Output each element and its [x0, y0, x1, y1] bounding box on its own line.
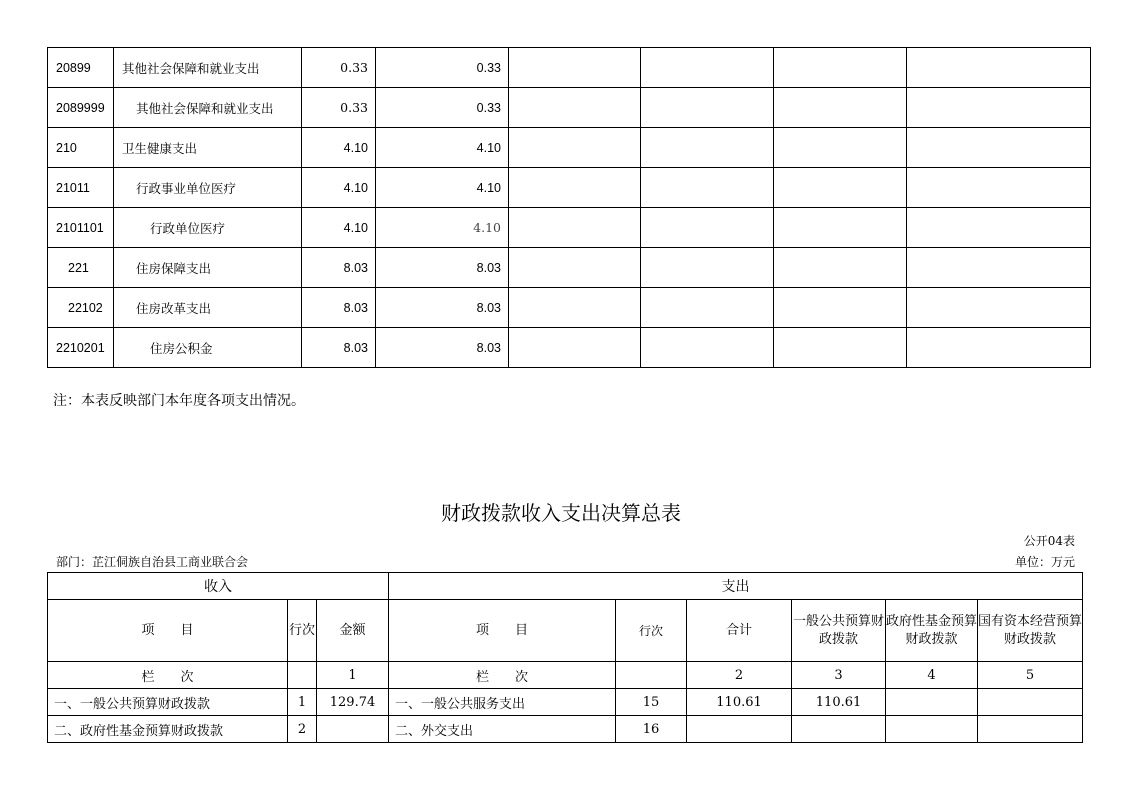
subject-code: 210	[48, 128, 114, 168]
subject-code: 2101101	[48, 208, 114, 248]
col-income-item: 项 目	[48, 600, 288, 662]
table-row	[48, 48, 1091, 88]
subject-name: 住房公积金	[114, 328, 302, 368]
expense-item: 二、外交支出	[389, 716, 616, 743]
expense-fund	[886, 689, 978, 716]
income-item: 一、一般公共预算财政拨款	[48, 689, 288, 716]
col-state-capital: 国有资本经营预算财政拨款	[978, 600, 1083, 662]
subject-code: 2089999	[48, 88, 114, 128]
amount-total: 4.10	[302, 168, 376, 208]
col-total: 合计	[687, 600, 792, 662]
income-header: 收入	[48, 573, 389, 600]
income-amount	[317, 716, 389, 743]
table-note: 注：本表反映部门本年度各项支出情况。	[53, 393, 305, 409]
amount-total: 8.03	[302, 288, 376, 328]
department-label: 部门：芷江侗族自治县工商业联合会	[56, 555, 249, 569]
table-row	[48, 716, 1083, 743]
table-row	[48, 88, 1091, 128]
unit-label: 单位：万元	[1014, 555, 1075, 569]
amount-basic: 8.03	[376, 288, 509, 328]
budget-summary-table	[47, 572, 1083, 743]
subject-code: 22102	[48, 288, 114, 328]
subject-name: 行政事业单位医疗	[114, 168, 302, 208]
lanci-3: 3	[792, 662, 886, 689]
expense-general	[792, 716, 886, 743]
lanci-5: 5	[978, 662, 1083, 689]
expenditure-detail-table	[47, 47, 1091, 368]
expense-general: 110.61	[792, 689, 886, 716]
subject-name: 住房保障支出	[114, 248, 302, 288]
amount-total: 0.33	[302, 88, 376, 128]
lanci-4: 4	[886, 662, 978, 689]
expense-line: 16	[616, 716, 687, 743]
subject-code: 20899	[48, 48, 114, 88]
income-amount: 129.74	[317, 689, 389, 716]
amount-total: 8.03	[302, 248, 376, 288]
expense-state	[978, 689, 1083, 716]
income-line: 1	[288, 689, 317, 716]
amount-total: 0.33	[302, 48, 376, 88]
table-row	[48, 689, 1083, 716]
income-line: 2	[288, 716, 317, 743]
table-row	[48, 328, 1091, 368]
subject-code: 221	[48, 248, 114, 288]
subject-code: 2210201	[48, 328, 114, 368]
lanci-2: 2	[687, 662, 792, 689]
col-general-budget: 一般公共预算财政拨款	[792, 600, 886, 662]
subject-name: 卫生健康支出	[114, 128, 302, 168]
form-number: 公开04表	[1023, 534, 1075, 548]
subject-name: 其他社会保障和就业支出	[114, 88, 302, 128]
amount-total: 4.10	[302, 208, 376, 248]
table-row	[48, 248, 1091, 288]
col-expense-item: 项 目	[389, 600, 616, 662]
income-item: 二、政府性基金预算财政拨款	[48, 716, 288, 743]
expense-state	[978, 716, 1083, 743]
amount-total: 8.03	[302, 328, 376, 368]
expense-line: 15	[616, 689, 687, 716]
subject-name: 住房改革支出	[114, 288, 302, 328]
subject-code: 21011	[48, 168, 114, 208]
col-income-amount: 金额	[317, 600, 389, 662]
table-row	[48, 128, 1091, 168]
col-fund-budget: 政府性基金预算财政拨款	[886, 600, 978, 662]
amount-total: 4.10	[302, 128, 376, 168]
page-title: 财政拨款收入支出决算总表	[441, 501, 681, 525]
col-expense-line: 行次	[616, 600, 687, 662]
lanci-label: 栏 次	[389, 662, 616, 689]
col-income-line: 行次	[288, 600, 317, 662]
expense-total	[687, 716, 792, 743]
subject-name: 其他社会保障和就业支出	[114, 48, 302, 88]
table-row	[48, 168, 1091, 208]
expense-total: 110.61	[687, 689, 792, 716]
expense-header: 支出	[389, 573, 1083, 600]
amount-basic: 0.33	[376, 48, 509, 88]
expense-fund	[886, 716, 978, 743]
lanci-label: 栏 次	[48, 662, 288, 689]
table-row	[48, 208, 1091, 248]
expense-item: 一、一般公共服务支出	[389, 689, 616, 716]
subject-name: 行政单位医疗	[114, 208, 302, 248]
amount-basic: 4.10	[376, 168, 509, 208]
amount-basic: 8.03	[376, 328, 509, 368]
amount-basic: 4.10	[376, 208, 509, 248]
table-row	[48, 288, 1091, 328]
amount-basic: 4.10	[376, 128, 509, 168]
lanci-1: 1	[317, 662, 389, 689]
amount-basic: 8.03	[376, 248, 509, 288]
amount-basic: 0.33	[376, 88, 509, 128]
